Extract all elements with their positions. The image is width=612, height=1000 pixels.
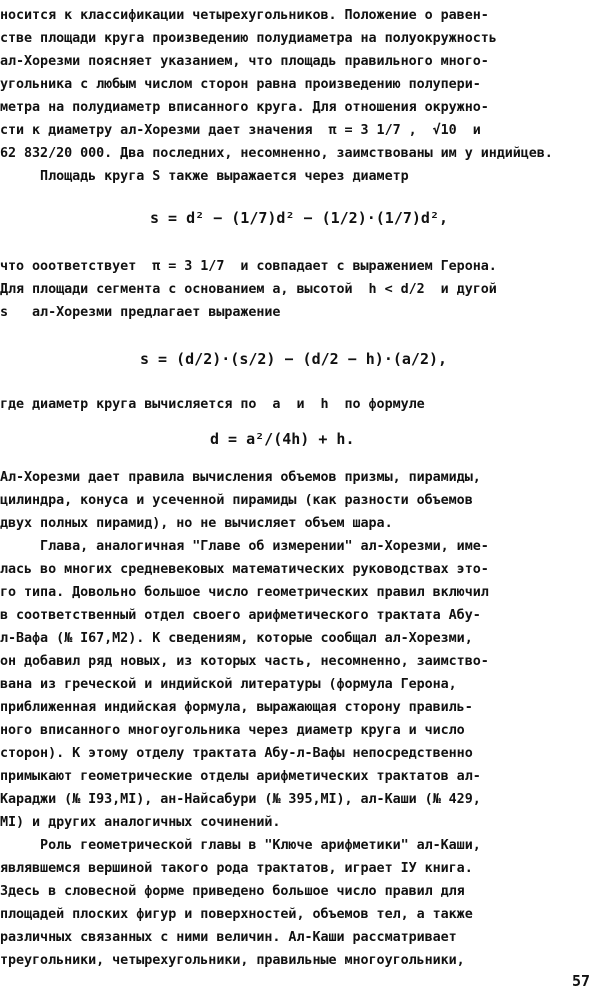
text-line: ного вписанного многоугольника через диаметр круга и число — [0, 723, 465, 738]
text-line: что ооответствует π = 3 1/7 и совпадает с выражением Герона. — [0, 259, 497, 274]
text-line: го типа. Довольно большое число геометрических правил включил — [0, 585, 489, 600]
text-line: Караджи (№ I93,MI), ан-Найсабури (№ 395,MI), ал-Каши (№ 429, — [0, 792, 481, 807]
text-line: Площадь круга S также выражается через диаметр — [0, 169, 409, 184]
text-line: примыкают геометрические отделы арифметических трактатов ал- — [0, 769, 481, 784]
text-line: Ал-Хорезми дает правила вычисления объемов призмы, пирамиды, — [0, 470, 481, 485]
text-line: в соответственный отдел своего арифметического трактата Абу- — [0, 608, 481, 623]
text-line: Глава, аналогичная "Главе об измерении" ал-Хорезми, име- — [0, 539, 489, 554]
text-line: сторон). К этому отделу трактата Абу-л-Вафы непосредственно — [0, 746, 473, 761]
text-line: где диаметр круга вычисляется по a и h по формуле — [0, 397, 425, 412]
text-line: MI) и других аналогичных сочинений. — [0, 815, 281, 830]
text-line: вана из греческой и индийской литературы (формула Герона, — [0, 677, 457, 692]
text-line: различных связанных с ними величин. Ал-Каши рассматривает — [0, 930, 457, 945]
text-line: цилиндра, конуса и усеченной пирамиды (как разности объемов — [0, 493, 473, 508]
text-line: приближенная индийская формула, выражающая сторону правиль- — [0, 700, 473, 715]
text-line: ал-Хорезми поясняет указанием, что площадь правильного много- — [0, 54, 489, 69]
text-line: 62 832/20 000. Два последних, несомненно, заимствованы им у индийцев. — [0, 146, 553, 161]
formula-circle-area: s = d² − (1/7)d² − (1/2)·(1/7)d², — [150, 209, 449, 227]
text-line: лась во многих средневековых математических руководствах это- — [0, 562, 489, 577]
text-line: метра на полудиаметр вписанного круга. Для отношения окружно- — [0, 100, 489, 115]
text-line: сти к диаметру ал-Хорезми дает значения π = 3 1/7 , √10 и — [0, 123, 481, 138]
page-number: 57 — [571, 972, 590, 990]
text-line: Роль геометрической главы в "Ключе арифметики" ал-Каши, — [0, 838, 481, 853]
text-line: Для площади сегмента с основанием a, высотой h < d/2 и дугой — [0, 282, 497, 297]
text-line: площадей плоских фигур и поверхностей, объемов тел, а также — [0, 907, 473, 922]
text-line: Здесь в словесной форме приведено большое число правил для — [0, 884, 465, 899]
text-line: л-Вафа (№ I67,M2). К сведениям, которые сообщал ал-Хорезми, — [0, 631, 473, 646]
text-line: угольника с любым числом сторон равна произведению полупери- — [0, 77, 481, 92]
formula-diameter: d = a²/(4h) + h. — [210, 430, 355, 448]
text-line: он добавил ряд новых, из которых часть, несомненно, заимство- — [0, 654, 489, 669]
text-line: носится к классификации четырехугольников. Положение о равен- — [0, 8, 489, 23]
text-line: являвшемся вершиной такого рода трактатов, играет IУ книга. — [0, 861, 473, 876]
formula-segment-area: s = (d/2)·(s/2) − (d/2 − h)·(a/2), — [140, 350, 448, 368]
text-line: s ал-Хорезми предлагает выражение — [0, 305, 281, 320]
text-line: стве площади круга произведению полудиаметра на полуокружность — [0, 31, 497, 46]
text-line: двух полных пирамид), но не вычисляет объем шара. — [0, 516, 393, 531]
text-line: треугольники, четырехугольники, правильные многоугольники, — [0, 953, 465, 968]
